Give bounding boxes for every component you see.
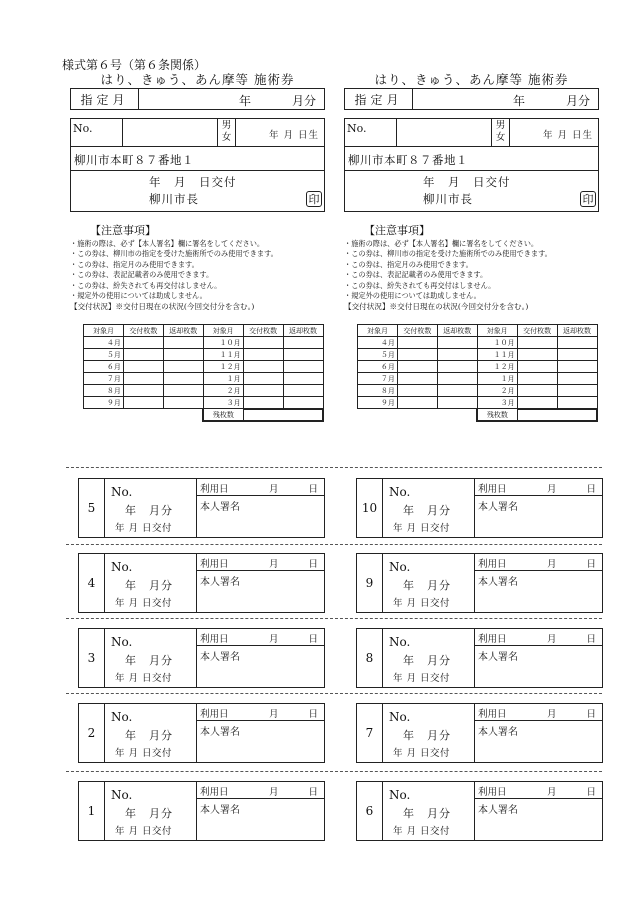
coupon-id-area: [105, 629, 197, 687]
coupon-id-area: [383, 704, 475, 762]
coupon-no-label: No.: [389, 710, 411, 724]
coupon-year-month: 年 月分: [125, 579, 173, 592]
status-note: 【交付状況】※交付日現在の状況(今回交付分を含む。): [344, 302, 529, 312]
coupon-use-area: [475, 554, 602, 612]
signature-field[interactable]: [475, 721, 602, 740]
month-label: 指定月: [71, 89, 139, 109]
notice-item: ・この券は、柳川市の指定を受けた施術所でのみ使用できます。: [70, 249, 278, 259]
coupon-number: 4: [79, 554, 105, 612]
use-date-label: 利用日: [200, 559, 229, 570]
coupon-year-month: 年 月分: [403, 579, 451, 592]
coupon-issued: 年 月 日交付: [393, 673, 451, 684]
coupon-issued: 年 月 日交付: [393, 826, 451, 837]
signature-field[interactable]: [197, 571, 324, 590]
coupon-use-area: [475, 479, 602, 537]
coupon-use-area: [197, 704, 324, 762]
notice-item: ・この券は、紛失されても再交付はしません。: [344, 280, 496, 290]
notice-item: ・規定外の使用については助成しません。: [70, 291, 207, 301]
coupon-issued: 年 月 日交付: [115, 523, 173, 534]
use-date-label: 利用日: [478, 484, 507, 495]
table-header-row: 対象月 交付枚数 返却枚数 対象月 交付枚数 返却枚数: [358, 325, 598, 337]
coupon-id-area: [105, 782, 197, 840]
ticket-left: [70, 72, 325, 422]
treatment-coupon: [78, 703, 325, 763]
coupon-year-month: 年 月分: [125, 654, 173, 667]
use-month-label: 月: [547, 634, 557, 645]
coupon-issued: 年 月 日交付: [115, 826, 173, 837]
no-label: No.: [71, 119, 123, 146]
coupon-id-area: [105, 479, 197, 537]
sex-field: 男 女: [218, 119, 236, 146]
table-row: ９月 ３月: [358, 397, 598, 409]
use-date-field[interactable]: [475, 704, 602, 721]
designated-month-box: [344, 88, 599, 110]
coupon-no-label: No.: [111, 635, 133, 649]
notice-item: ・施術の際は、必ず【本人署名】欄に署名をしてください。: [70, 239, 265, 248]
cut-line: [66, 544, 602, 545]
signature-label: 本人署名: [478, 502, 518, 513]
seal-stamp: 印: [306, 191, 322, 207]
use-date-label: 利用日: [478, 559, 507, 570]
coupon-use-area: [197, 782, 324, 840]
use-month-label: 月: [547, 559, 557, 570]
sex-field: 男 女: [492, 119, 510, 146]
status-note: 【交付状況】※交付日現在の状況(今回交付分を含む。): [70, 302, 255, 312]
coupon-id-area: [383, 629, 475, 687]
notice-item: ・この券は、指定月のみ使用できます。: [70, 259, 199, 269]
no-label: No.: [345, 119, 397, 146]
notice-item: ・この券は、表記記載者のみ使用できます。: [70, 270, 214, 280]
notice-item: ・この券は、表記記載者のみ使用できます。: [344, 270, 488, 280]
coupon-number: 9: [357, 554, 383, 612]
coupon-year-month: 年 月分: [125, 504, 173, 517]
ticket-right: [344, 72, 599, 422]
coupon-number: 7: [357, 704, 383, 762]
ticket-title: はり、きゅう、あん摩等 施術券: [100, 72, 295, 87]
treatment-coupon: [78, 781, 325, 841]
use-date-field[interactable]: [475, 554, 602, 571]
coupon-number: 1: [79, 782, 105, 840]
dob-label: 年 月 日生: [268, 130, 319, 141]
signature-field[interactable]: [475, 496, 602, 515]
recipient-info-box: [344, 118, 599, 212]
coupon-issued: 年 月 日交付: [115, 598, 173, 609]
use-month-label: 月: [269, 484, 279, 495]
coupon-use-area: [475, 629, 602, 687]
use-day-label: 日: [586, 559, 596, 570]
mayor-label: 柳川市長: [423, 192, 473, 206]
month-unit: 月分: [565, 94, 590, 108]
coupon-use-area: [475, 782, 602, 840]
month-year: 年: [239, 94, 252, 108]
use-date-field[interactable]: [197, 629, 324, 646]
notice-title: 【注意事項】: [364, 224, 430, 237]
coupon-issued: 年 月 日交付: [393, 523, 451, 534]
coupon-number: 5: [79, 479, 105, 537]
coupon-no-label: No.: [389, 635, 411, 649]
issue-status-table: [83, 324, 324, 422]
coupon-no-label: No.: [389, 788, 411, 802]
signature-field[interactable]: [197, 646, 324, 665]
coupon-year-month: 年 月分: [125, 807, 173, 820]
treatment-coupon: [356, 628, 603, 688]
coupon-use-area: [197, 479, 324, 537]
address: 柳川市本町８７番地１: [71, 147, 324, 171]
use-date-label: 利用日: [200, 484, 229, 495]
use-date-field[interactable]: [197, 704, 324, 721]
use-month-label: 月: [269, 634, 279, 645]
notice-section: [70, 224, 325, 312]
use-day-label: 日: [586, 787, 596, 798]
coupon-no-label: No.: [389, 560, 411, 574]
coupon-year-month: 年 月分: [403, 504, 451, 517]
coupon-use-area: [197, 554, 324, 612]
coupon-issued: 年 月 日交付: [393, 748, 451, 759]
coupon-id-area: [383, 782, 475, 840]
signature-label: 本人署名: [478, 805, 518, 816]
coupon-id-area: [383, 479, 475, 537]
use-day-label: 日: [308, 709, 318, 720]
table-row: ４月 １０月: [84, 337, 324, 349]
coupon-no-label: No.: [111, 788, 133, 802]
coupon-year-month: 年 月分: [403, 654, 451, 667]
treatment-coupon: [356, 553, 603, 613]
month-label: 指定月: [345, 89, 413, 109]
signature-field[interactable]: [197, 721, 324, 740]
coupon-year-month: 年 月分: [125, 729, 173, 742]
table-row: ４月 １０月: [358, 337, 598, 349]
table-row: ７月 １月: [358, 373, 598, 385]
use-day-label: 日: [586, 484, 596, 495]
signature-field[interactable]: [475, 571, 602, 590]
signature-field[interactable]: [475, 646, 602, 665]
coupon-year-month: 年 月分: [403, 729, 451, 742]
address: 柳川市本町８７番地１: [345, 147, 598, 171]
dob-label: 年 月 日生: [542, 130, 593, 141]
use-month-label: 月: [269, 787, 279, 798]
use-day-label: 日: [308, 787, 318, 798]
coupon-number: 6: [357, 782, 383, 840]
signature-label: 本人署名: [478, 577, 518, 588]
signature-field[interactable]: [197, 799, 324, 818]
coupon-issued: 年 月 日交付: [115, 748, 173, 759]
coupon-no-label: No.: [111, 710, 133, 724]
table-row: ６月 １２月: [358, 361, 598, 373]
table-header-row: 対象月 交付枚数 返却枚数 対象月 交付枚数 返却枚数: [84, 325, 324, 337]
table-row: ７月 １月: [84, 373, 324, 385]
table-row: ９月 ３月: [84, 397, 324, 409]
use-date-field[interactable]: [475, 782, 602, 799]
signature-field[interactable]: [197, 496, 324, 515]
coupon-id-area: [105, 704, 197, 762]
cut-line: [66, 771, 602, 772]
treatment-coupon: [356, 703, 603, 763]
no-field[interactable]: [123, 119, 218, 146]
treatment-coupon: [78, 628, 325, 688]
use-month-label: 月: [547, 484, 557, 495]
use-date-field[interactable]: [475, 479, 602, 496]
use-date-label: 利用日: [478, 634, 507, 645]
use-month-label: 月: [269, 559, 279, 570]
coupon-number: 3: [79, 629, 105, 687]
use-date-label: 利用日: [200, 634, 229, 645]
cut-line: [66, 467, 602, 468]
issued-date-label: 年 月 日交付: [423, 175, 511, 189]
seal-stamp: 印: [580, 191, 596, 207]
use-month-label: 月: [269, 709, 279, 720]
treatment-coupon: [78, 553, 325, 613]
notice-item: ・この券は、柳川市の指定を受けた施術所でのみ使用できます。: [344, 249, 552, 259]
signature-label: 本人署名: [200, 805, 240, 816]
use-date-label: 利用日: [200, 787, 229, 798]
signature-label: 本人署名: [200, 577, 240, 588]
notice-item: ・規定外の使用については助成しません。: [344, 291, 481, 301]
table-row: ５月 １１月: [84, 349, 324, 361]
month-year: 年: [513, 94, 526, 108]
designated-month-box: [70, 88, 325, 110]
table-row: ６月 １２月: [84, 361, 324, 373]
coupon-number: 2: [79, 704, 105, 762]
use-day-label: 日: [308, 559, 318, 570]
treatment-coupon: [356, 781, 603, 841]
form-number: 様式第６号（第６条関係）: [62, 58, 207, 72]
no-field[interactable]: [397, 119, 492, 146]
use-day-label: 日: [586, 709, 596, 720]
coupon-no-label: No.: [389, 485, 411, 499]
signature-label: 本人署名: [478, 727, 518, 738]
coupon-id-area: [105, 554, 197, 612]
recipient-info-box: [70, 118, 325, 212]
coupon-number: 10: [357, 479, 383, 537]
use-date-label: 利用日: [200, 709, 229, 720]
coupon-use-area: [475, 704, 602, 762]
signature-label: 本人署名: [200, 652, 240, 663]
cut-line: [66, 693, 602, 694]
coupon-no-label: No.: [111, 485, 133, 499]
coupon-use-area: [197, 629, 324, 687]
use-month-label: 月: [547, 787, 557, 798]
use-day-label: 日: [586, 634, 596, 645]
month-unit: 月分: [291, 94, 316, 108]
use-day-label: 日: [308, 634, 318, 645]
notice-title: 【注意事項】: [90, 224, 156, 237]
use-date-label: 利用日: [478, 787, 507, 798]
use-date-field[interactable]: [197, 782, 324, 799]
table-row: ８月 ２月: [358, 385, 598, 397]
coupon-year-month: 年 月分: [403, 807, 451, 820]
treatment-coupon: [356, 478, 603, 538]
signature-label: 本人署名: [478, 652, 518, 663]
coupon-number: 8: [357, 629, 383, 687]
table-row: ８月 ２月: [84, 385, 324, 397]
use-date-label: 利用日: [478, 709, 507, 720]
cut-line: [66, 618, 602, 619]
issue-status-table: [357, 324, 598, 422]
coupon-id-area: [383, 554, 475, 612]
signature-label: 本人署名: [200, 727, 240, 738]
notice-item: ・この券は、指定月のみ使用できます。: [344, 259, 473, 269]
use-date-field[interactable]: [197, 554, 324, 571]
use-day-label: 日: [308, 484, 318, 495]
use-date-field[interactable]: [197, 479, 324, 496]
coupon-issued: 年 月 日交付: [115, 673, 173, 684]
mayor-label: 柳川市長: [149, 192, 199, 206]
remaining-row: 残枚数: [358, 409, 598, 421]
notice-item: ・施術の際は、必ず【本人署名】欄に署名をしてください。: [344, 239, 539, 248]
ticket-title: はり、きゅう、あん摩等 施術券: [374, 72, 569, 87]
use-date-field[interactable]: [475, 629, 602, 646]
notice-section: [344, 224, 599, 312]
signature-field[interactable]: [475, 799, 602, 818]
use-month-label: 月: [547, 709, 557, 720]
coupon-no-label: No.: [111, 560, 133, 574]
coupon-issued: 年 月 日交付: [393, 598, 451, 609]
signature-label: 本人署名: [200, 502, 240, 513]
treatment-coupon: [78, 478, 325, 538]
remaining-row: 残枚数: [84, 409, 324, 421]
issued-date-label: 年 月 日交付: [149, 175, 237, 189]
table-row: ５月 １１月: [358, 349, 598, 361]
notice-item: ・この券は、紛失されても再交付はしません。: [70, 280, 222, 290]
